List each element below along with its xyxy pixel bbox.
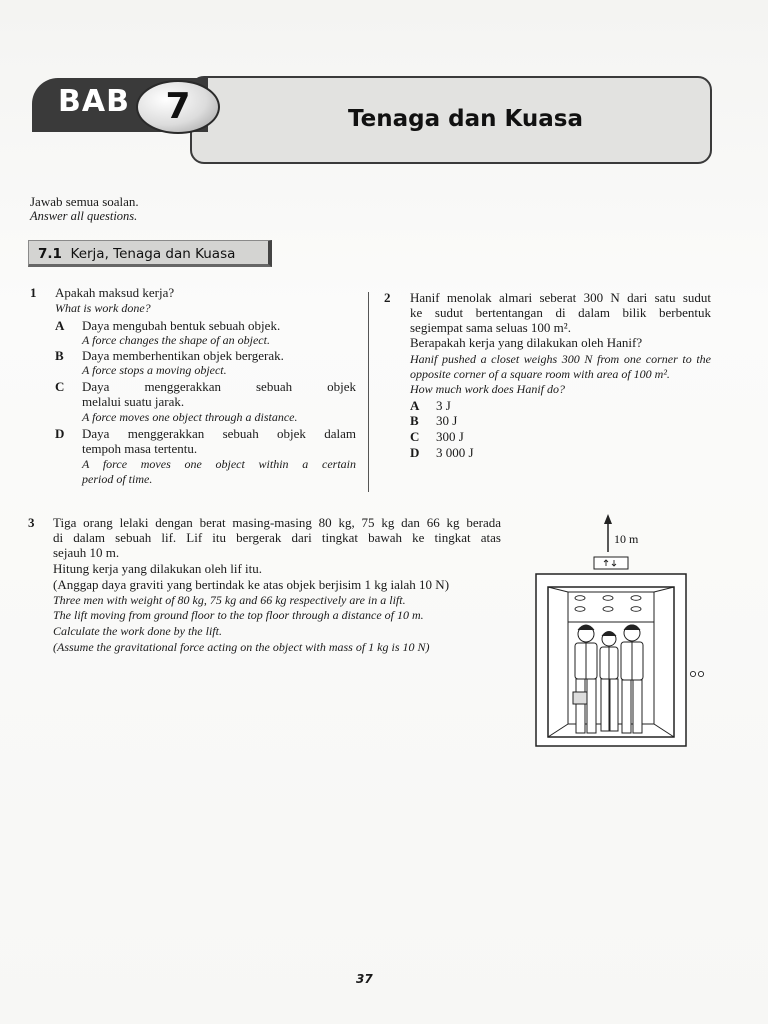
q1-option-b: Daya memberhentikan objek bergerak. xyxy=(82,348,284,363)
q2-line4: Berapakah kerja yang dilakukan oleh Hanif? xyxy=(410,335,643,350)
page-number: 37 xyxy=(356,972,373,986)
q2-option-b: 30 J xyxy=(436,413,458,428)
q3-line2: di dalam sebuah lif. Lif itu bergerak dari tingkat bawah ke tingkat atas xyxy=(53,530,501,545)
q1-option-d-letter: D xyxy=(55,426,65,441)
q1-option-b-en: A force stops a moving object. xyxy=(82,363,227,377)
q3-en-line1: Three men with weight of 80 kg, 75 kg and 66 kg respectively are in a lift. xyxy=(53,593,406,607)
q1-option-a: Daya mengubah bentuk sebuah objek. xyxy=(82,318,281,333)
q2-line1: Hanif menolak almari seberat 300 N dari satu sudut xyxy=(410,290,711,305)
q1-option-a-letter: A xyxy=(55,318,65,333)
q2-option-c: 300 J xyxy=(436,429,464,444)
distance-label: 10 m xyxy=(614,532,639,546)
q2-en-line2: opposite corner of a square room with area of 100 m². xyxy=(410,367,670,381)
instruction-english-text: Answer all questions. xyxy=(30,209,138,223)
upward-arrow-head xyxy=(604,514,612,524)
q2-option-d-letter: D xyxy=(410,445,420,460)
instruction-english xyxy=(30,209,137,224)
q2-option-d: 3 000 J xyxy=(436,445,474,460)
q2-option-a: 3 J xyxy=(436,398,451,413)
q1-option-a-en: A force changes the shape of an object. xyxy=(82,333,270,347)
q3-en-line3: Calculate the work done by the lift. xyxy=(53,624,222,638)
lift-diagram xyxy=(530,512,710,752)
q1-option-d-line2: tempoh masa tertentu. xyxy=(82,441,198,456)
q2-option-a-letter: A xyxy=(410,398,420,413)
q3-en-line4: (Assume the gravitational force acting on the object with mass of 1 kg is 10 N) xyxy=(53,640,430,654)
q3-en-line2: The lift moving from ground floor to the top floor through a distance of 10 m. xyxy=(53,608,424,622)
instruction-malay-text: Jawab semua soalan. xyxy=(30,194,139,209)
section-title: Kerja, Tenaga dan Kuasa xyxy=(70,246,236,262)
chapter-label: BAB xyxy=(58,84,130,119)
q1-option-d-en-line1: A force moves one object within a certain xyxy=(82,457,356,471)
column-divider xyxy=(368,292,369,492)
q1-option-c-line2: melalui suatu jarak. xyxy=(82,394,185,409)
q3-line1: Tiga orang lelaki dengan berat masing-masing 80 kg, 75 kg dan 66 kg berada xyxy=(53,515,501,530)
q2-en-line1: Hanif pushed a closet weighs 300 N from one corner to the xyxy=(410,352,711,366)
q1-option-d-line1: Daya menggerakkan sebuah objek dalam xyxy=(82,426,356,441)
q1-option-b-letter: B xyxy=(55,348,64,363)
q3-line5: (Anggap daya graviti yang bertindak ke atas objek berjisim 1 kg ialah 10 N) xyxy=(53,577,450,592)
chapter-title: Tenaga dan Kuasa xyxy=(348,106,584,132)
section-heading xyxy=(38,246,235,262)
q1-option-c-en: A force moves one object through a distance. xyxy=(82,410,298,424)
section-number: 7.1 xyxy=(38,246,62,262)
q3-number: 3 xyxy=(28,515,35,530)
q2-en-line3: How much work does Hanif do? xyxy=(410,382,565,396)
q1-number: 1 xyxy=(30,285,37,300)
lift-call-buttons xyxy=(690,671,703,676)
q1-option-d-en-line2: period of time. xyxy=(82,472,153,486)
q1-option-c-line1: Daya menggerakkan sebuah objek xyxy=(82,379,356,394)
q1-option-c-letter: C xyxy=(55,379,65,394)
chapter-number: 7 xyxy=(136,80,220,134)
q2-option-c-letter: C xyxy=(410,429,420,444)
floor-indicator xyxy=(594,557,628,569)
q2-line2: ke sudut bertentangan di dalam bilik berbentuk xyxy=(410,305,711,320)
q3-line4: Hitung kerja yang dilakukan oleh lif itu. xyxy=(53,561,263,576)
q2-option-b-letter: B xyxy=(410,413,419,428)
instruction-malay xyxy=(30,194,139,210)
q2-number: 2 xyxy=(384,290,391,305)
q1-question-en: What is work done? xyxy=(55,301,151,315)
q2-line3: segiempat sama seluas 100 m². xyxy=(410,320,571,335)
q1-question: Apakah maksud kerja? xyxy=(55,285,175,300)
q3-line3: sejauh 10 m. xyxy=(53,545,120,560)
